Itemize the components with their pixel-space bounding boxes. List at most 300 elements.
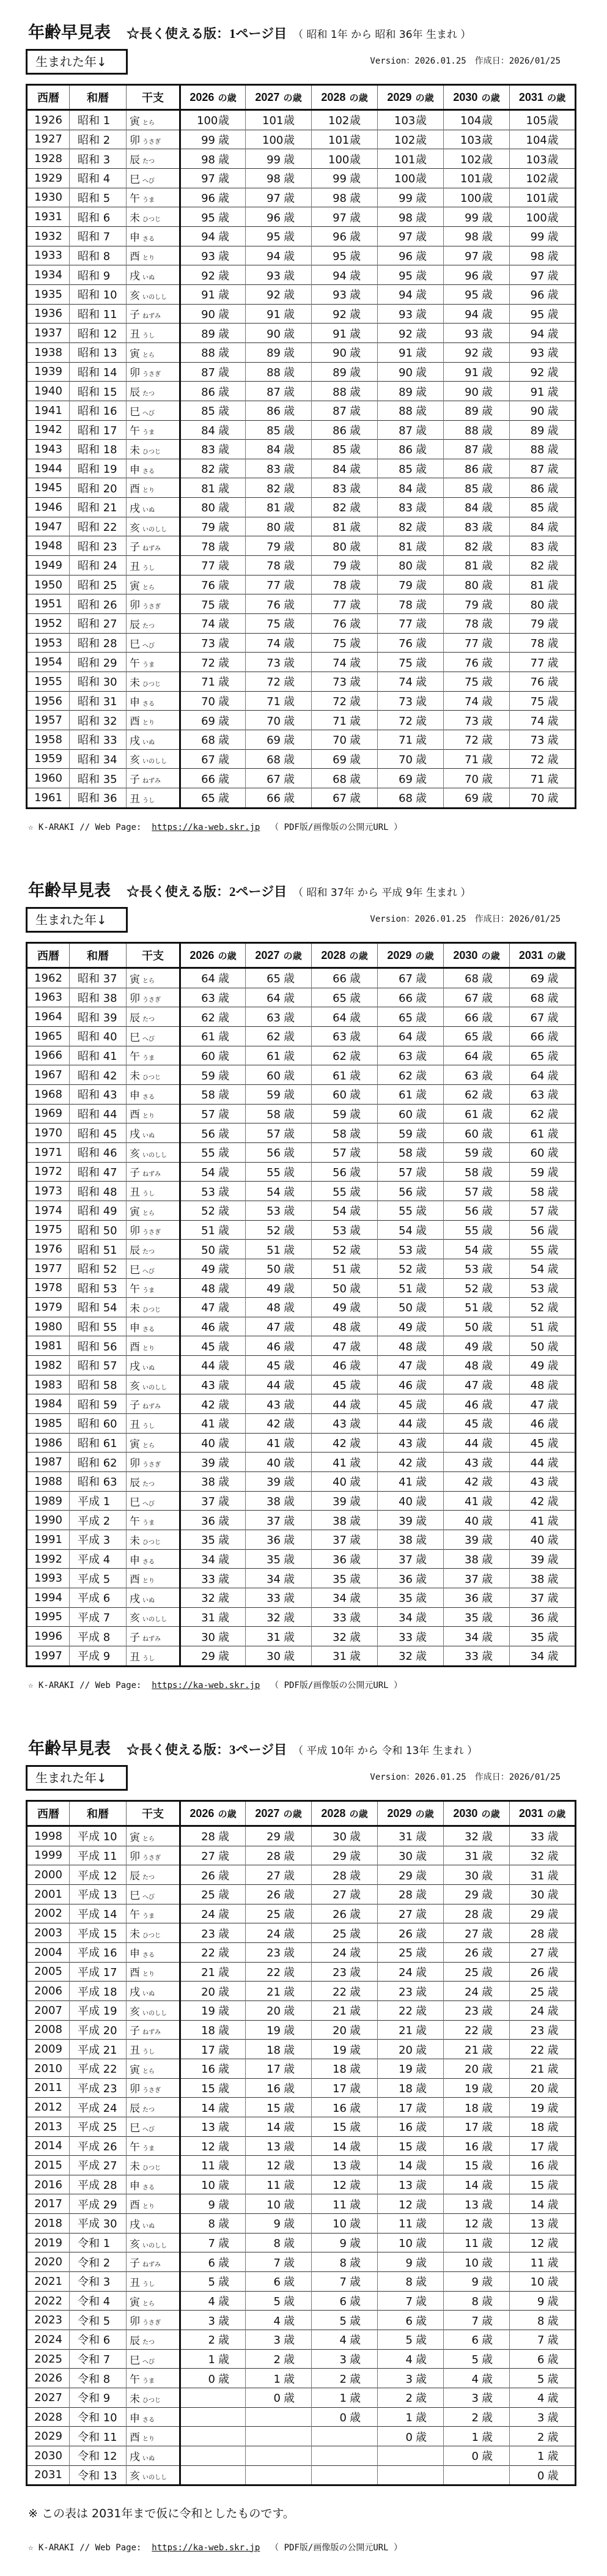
age-value: 40 [530,1534,545,1547]
cell-eto [127,2446,180,2466]
cell-age [378,1104,444,1123]
age-value: 33 [465,1650,479,1664]
age-value: 72 [399,714,413,728]
age-value: 95 [333,250,347,263]
age-value: 78 [465,618,479,631]
table-row [27,1084,576,1104]
age-unit: 歳 [218,463,229,476]
cell-age [378,2156,444,2175]
age-value: 47 [399,1360,413,1373]
age-value: 54 [530,1263,545,1276]
cell-age [444,1942,510,1962]
age-unit: 歳 [416,153,427,166]
table-row [27,2311,576,2330]
web-page-link[interactable]: https://ka-web.skr.jp [152,2542,260,2553]
cell-eto [127,478,180,498]
cell-wareki: 平成 27 [70,2156,127,2175]
age-unit: 歳 [416,1534,427,1547]
cell-age [312,2214,378,2234]
cell-wareki: 令和 11 [70,2427,127,2446]
born-year-label: 生まれた年↓ [35,54,107,69]
eto-reading: たつ [142,1481,155,1488]
age-unit: 歳 [218,153,229,166]
age-value: 13 [333,2160,347,2173]
cell-age [180,498,246,517]
eto-reading: とり [142,487,155,495]
eto-kanji: 未 [130,2393,140,2405]
age-value: 11 [201,2160,215,2173]
cell-age [378,1884,444,1904]
cell-age [510,2465,576,2485]
age-value: 67 [465,991,479,1005]
age-unit: 歳 [416,502,427,515]
age-unit: 歳 [350,250,361,263]
age-value: 85 [267,424,281,437]
eto-kanji: 卯 [130,2083,140,2096]
cell-wareki: 平成 16 [70,1942,127,1962]
cell-seireki: 1993 [27,1569,70,1588]
age-value: 59 [333,1108,347,1121]
age-value: 61 [530,1127,545,1141]
age-value: 7 [405,2295,413,2309]
cell-age [180,1104,246,1123]
age-unit: 歳 [482,1966,493,1979]
eto-reading: とり [142,1345,155,1353]
age-value: 87 [465,443,479,457]
age-unit: 歳 [218,308,229,321]
cell-age [444,1162,510,1182]
page-label: 3ページ目 [229,1742,287,1757]
age-unit: 歳 [218,2063,229,2076]
cell-age [312,459,378,478]
cell-age [312,2136,378,2156]
age-value: 47 [333,1340,347,1353]
age-unit: 歳 [284,482,295,495]
title-main: 年齢早見表 [28,1739,111,1758]
age-unit: 歳 [284,2295,295,2309]
cell-age [444,478,510,498]
cell-age [378,2311,444,2330]
cell-wareki: 昭和 25 [70,575,127,594]
cell-wareki: 昭和 57 [70,1356,127,1375]
age-unit: 歳 [547,2198,559,2211]
age-value: 33 [267,1592,281,1605]
cell-age [312,2272,378,2292]
cell-age [180,304,246,324]
age-unit: 歳 [482,1630,493,1644]
age-value: 56 [333,1166,347,1179]
age-unit: 歳 [284,289,295,302]
header-seireki: 西暦 [27,85,70,110]
cell-age [378,1846,444,1865]
age-value: 98 [201,153,215,166]
age-unit: 歳 [482,618,493,631]
cell-age [246,1607,312,1627]
age-value: 80 [465,579,479,593]
age-unit: 歳 [350,1476,361,1489]
age-value: 94 [267,250,281,263]
cell-age [312,968,378,988]
table-row [27,2040,576,2059]
age-unit: 歳 [284,1185,295,1199]
edition-label: ☆長く使える版： [127,1742,229,1757]
age-value: 23 [399,1985,413,1999]
header-year: 2027 [255,91,280,103]
header-suffix: の歳 [415,950,434,961]
age-unit: 歳 [218,972,229,986]
cell-age [246,324,312,343]
age-unit: 歳 [547,2179,559,2193]
age-unit: 歳 [547,1456,559,1470]
cell-age [312,1123,378,1143]
cell-age [246,1414,312,1434]
cell-age [444,168,510,188]
table-row [27,2330,576,2350]
cell-eto [127,1356,180,1375]
cell-eto [127,284,180,304]
age-unit: 歳 [416,289,427,302]
cell-age [246,672,312,692]
age-value: 50 [465,1321,479,1334]
age-unit: 歳 [416,2198,427,2211]
cell-age [510,1259,576,1278]
age-value: 100 [526,211,547,224]
cell-age [510,226,576,246]
eto-reading: へび [142,410,155,417]
age-value: 44 [399,1418,413,1431]
age-value: 46 [465,1398,479,1412]
age-value: 3 [405,2372,413,2386]
cell-seireki: 2027 [27,2388,70,2408]
age-unit: 歳 [218,618,229,631]
age-unit: 歳 [284,1947,295,1960]
age-unit: 歳 [284,1849,295,1863]
footer-credit: ☆ K-ARAKI // Web Page: [28,2542,142,2553]
eto-kanji: 辰 [130,1870,140,1883]
age-unit: 歳 [218,2198,229,2211]
age-value: 12 [530,2237,545,2251]
eto-reading: うさぎ [142,371,161,379]
cell-age [510,2136,576,2156]
eto-reading: さる [142,700,155,708]
cell-age [312,1026,378,1046]
cell-age [180,2214,246,2234]
cell-age [312,2369,378,2388]
age-unit: 歳 [547,2314,559,2328]
eto-kanji: 未 [130,2160,140,2173]
age-unit: 歳 [218,2295,229,2309]
age-unit: 歳 [416,2295,427,2309]
table-row [27,536,576,556]
cell-age [246,1472,312,1492]
age-value: 72 [201,656,215,670]
cell-age [180,1904,246,1923]
cell-age-empty [312,2427,378,2446]
age-unit: 歳 [350,2314,361,2328]
cell-age [312,711,378,730]
eto-kanji: 未 [130,1534,140,1547]
age-unit: 歳 [482,1650,493,1664]
web-page-link[interactable]: https://ka-web.skr.jp [152,823,260,833]
cell-age [510,1982,576,2001]
cell-age [312,1182,378,1201]
age-value: 49 [399,1321,413,1334]
age-value: 73 [465,714,479,728]
cell-eto [127,711,180,730]
cell-age [378,614,444,634]
eto-reading: さる [142,2416,155,2424]
cell-age [510,1865,576,1885]
cell-age [378,2272,444,2292]
cell-age [180,1278,246,1298]
cell-age [444,130,510,149]
eto-kanji: 申 [130,2412,140,2425]
cell-wareki: 昭和 47 [70,1162,127,1182]
age-unit: 歳 [218,637,229,651]
age-value: 46 [333,1360,347,1373]
age-unit: 歳 [416,1147,427,1160]
cell-age [378,207,444,227]
age-unit: 歳 [547,502,559,515]
cell-eto [127,382,180,401]
cell-wareki: 昭和 8 [70,246,127,265]
cell-seireki: 1992 [27,1549,70,1569]
age-unit: 歳 [350,1869,361,1882]
age-value: 103 [394,114,416,128]
age-value: 59 [530,1166,545,1179]
age-unit: 歳 [284,1437,295,1451]
cell-wareki: 昭和 28 [70,633,127,653]
age-unit: 歳 [284,269,295,283]
age-value: 77 [399,618,413,631]
age-unit: 歳 [416,991,427,1005]
cell-age [312,1414,378,1434]
cell-age [180,207,246,227]
cell-wareki: 昭和 41 [70,1046,127,1065]
eto-kanji: 辰 [130,618,140,631]
cell-age [444,2117,510,2136]
cell-eto [127,2098,180,2117]
age-unit: 歳 [416,2024,427,2037]
age-unit: 歳 [218,385,229,399]
age-unit: 歳 [284,2218,295,2231]
cell-age-empty [246,2446,312,2466]
cell-age [246,536,312,556]
born-year-label: 生まれた年↓ [35,1771,107,1785]
cell-age [246,1104,312,1123]
cell-seireki: 2017 [27,2194,70,2214]
age-value: 74 [530,714,545,728]
cell-age [312,691,378,711]
age-unit: 歳 [482,1224,493,1237]
cell-age [312,478,378,498]
cell-age [510,1201,576,1220]
cell-wareki: 昭和 21 [70,498,127,517]
age-unit: 歳 [547,1592,559,1605]
age-value: 55 [267,1166,281,1179]
age-unit: 歳 [218,734,229,747]
cell-wareki: 令和 7 [70,2349,127,2369]
cell-eto [127,788,180,808]
eto-kanji: 午 [130,2374,140,2386]
age-unit: 歳 [350,792,361,805]
table-row [27,1884,576,1904]
cell-age [444,1142,510,1162]
web-page-link[interactable]: https://ka-web.skr.jp [152,1681,260,1691]
table-row [27,1511,576,1530]
age-unit: 歳 [482,114,493,128]
cell-age [444,226,510,246]
age-unit: 歳 [416,1031,427,1044]
age-value: 81 [465,560,479,573]
age-value: 47 [465,1379,479,1393]
age-unit: 歳 [547,598,559,612]
age-value: 76 [333,618,347,631]
cell-wareki: 令和 13 [70,2465,127,2485]
age-value: 48 [465,1360,479,1373]
table-row [27,594,576,614]
age-unit: 歳 [416,1869,427,1882]
age-unit: 歳 [416,2121,427,2134]
table-row [27,1453,576,1472]
cell-age [246,2291,312,2311]
age-value: 34 [465,1630,479,1644]
age-value: 66 [333,972,347,986]
cell-seireki: 1974 [27,1201,70,1220]
header-year: 2026 [189,1807,215,1819]
age-value: 98 [267,172,281,186]
age-value: 100 [328,153,350,166]
header-suffix: の歳 [283,950,302,961]
cell-seireki: 2000 [27,1865,70,1885]
cell-wareki: 昭和 48 [70,1182,127,1201]
cell-age [180,265,246,285]
age-unit: 歳 [350,2160,361,2173]
age-value: 57 [399,1166,413,1179]
cell-age [246,2311,312,2330]
cell-age [510,1962,576,1982]
age-value: 3 [537,2411,545,2425]
age-value: 91 [399,347,413,360]
cell-age [246,284,312,304]
age-unit: 歳 [218,2140,229,2153]
cell-age [444,1588,510,1608]
age-value: 33 [333,1611,347,1624]
age-value: 24 [267,1927,281,1941]
cell-age [180,988,246,1007]
age-value: 38 [465,1553,479,1567]
age-unit: 歳 [482,1321,493,1334]
cell-age [444,1433,510,1453]
age-value: 4 [471,2372,479,2386]
age-value: 26 [201,1869,215,1882]
age-value: 68 [333,772,347,786]
cell-age [312,440,378,459]
age-value: 105 [526,114,547,128]
cell-age [510,420,576,440]
eto-reading: ねずみ [142,313,161,320]
cell-age [444,1007,510,1027]
age-unit: 歳 [350,1418,361,1431]
age-value: 65 [267,972,281,986]
cell-age [510,342,576,362]
age-value: 14 [399,2160,413,2173]
cell-age-empty [246,2427,312,2446]
age-unit: 歳 [218,1360,229,1373]
age-unit: 歳 [416,2179,427,2193]
age-value: 77 [333,598,347,612]
eto-reading: いのしし [142,2242,167,2249]
cell-age [510,382,576,401]
age-unit: 歳 [482,637,493,651]
cell-age [510,265,576,285]
age-value: 6 [208,2256,215,2270]
age-unit: 歳 [482,1592,493,1605]
table-row [27,1162,576,1182]
age-value: 95 [465,289,479,302]
age-value: 102 [526,172,547,186]
cell-seireki: 1986 [27,1433,70,1453]
eto-kanji: 酉 [130,2199,140,2212]
eto-reading: たつ [142,1249,155,1256]
cell-age [180,1356,246,1375]
cell-age [246,1826,312,1846]
age-value: 34 [267,1572,281,1586]
cell-age [312,2291,378,2311]
cell-age [378,2098,444,2117]
eto-kanji: 午 [130,425,140,438]
cell-age [180,788,246,808]
age-value: 99 [201,133,215,147]
cell-age [444,362,510,382]
table-row [27,1220,576,1240]
cell-age-empty [180,2388,246,2408]
cell-age [444,1414,510,1434]
eto-kanji: 申 [130,1554,140,1567]
title-edition [127,1742,287,1757]
eto-reading: とり [142,720,155,727]
eto-reading: さる [142,468,155,475]
eto-reading: さる [142,1952,155,1959]
age-value: 89 [201,327,215,341]
age-value: 22 [267,1966,281,1979]
age-unit: 歳 [547,1031,559,1044]
age-unit: 歳 [416,1069,427,1083]
eto-reading: うさぎ [142,139,161,146]
cell-seireki: 1994 [27,1588,70,1608]
footer-url-note: （ PDF版/画像版の公開元URL ） [270,2542,403,2553]
cell-wareki: 昭和 34 [70,749,127,769]
age-value: 47 [201,1301,215,1315]
cell-age [246,110,312,130]
cell-eto [127,517,180,536]
age-unit: 歳 [284,2314,295,2328]
table-row [27,2194,576,2214]
cell-seireki: 1984 [27,1394,70,1414]
eto-reading: へび [142,1893,155,1901]
age-unit: 歳 [547,2372,559,2386]
age-unit: 歳 [547,637,559,651]
cell-wareki: 平成 7 [70,1607,127,1627]
cell-age [180,749,246,769]
age-value: 18 [267,2043,281,2057]
cell-age [246,1220,312,1240]
table-row [27,2078,576,2098]
cell-seireki: 1973 [27,1182,70,1201]
eto-kanji: 戌 [130,502,140,515]
cell-eto [127,1530,180,1550]
cell-seireki: 1961 [27,788,70,808]
